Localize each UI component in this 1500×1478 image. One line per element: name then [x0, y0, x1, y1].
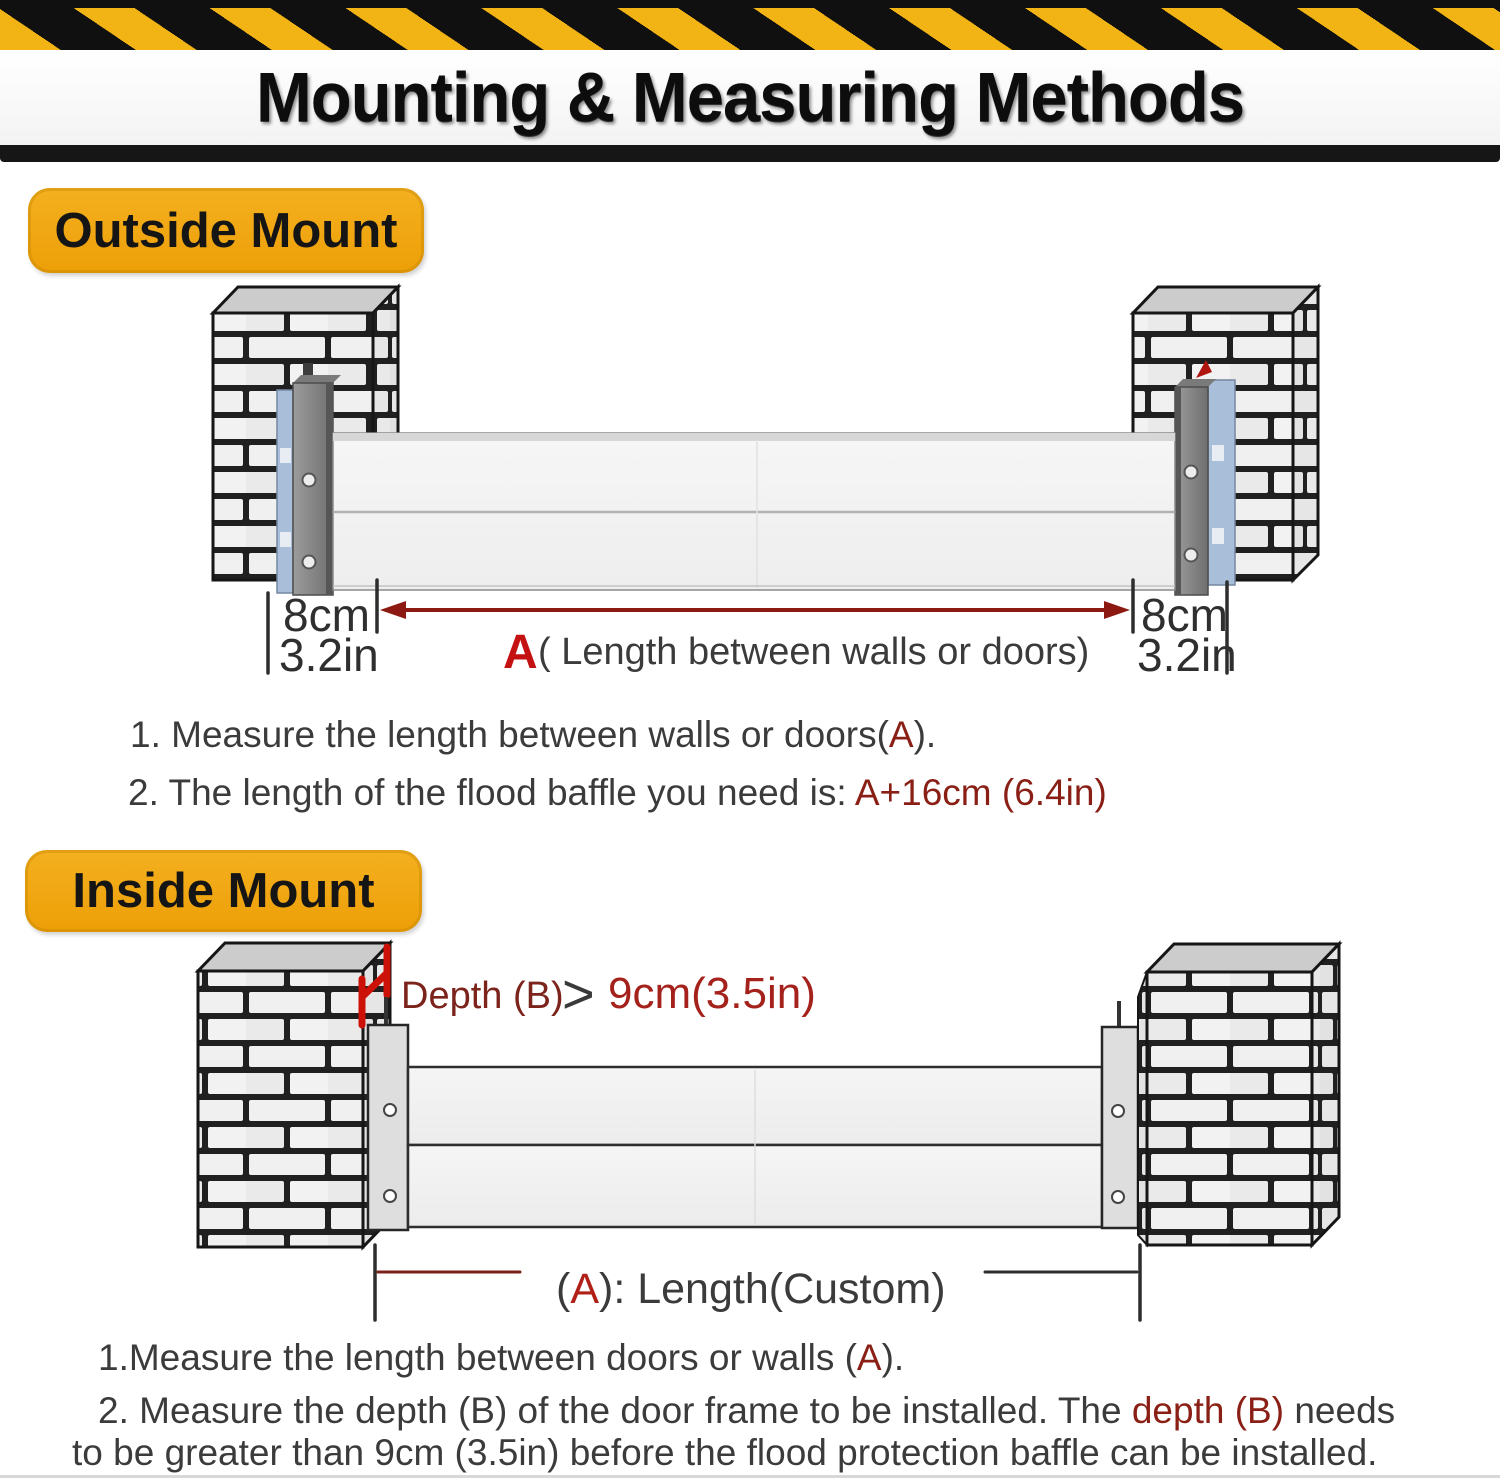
left-offset-in-label: 3.2in [279, 629, 379, 681]
bracket-top [293, 375, 341, 383]
banner-divider-bar [0, 145, 1500, 162]
outside-step-2 [128, 772, 1107, 814]
outside-mount-diagram [0, 280, 1500, 700]
left-offset-cm-label: 8cm [283, 589, 370, 641]
pillar-front-face [198, 971, 363, 1247]
depth-symbol: > [562, 962, 595, 1025]
pillar-side-face [1312, 944, 1339, 1245]
screw-hole-icon [1185, 466, 1198, 479]
inside-depth-annotation [401, 962, 816, 1025]
arrow-left-icon [380, 601, 406, 619]
screw-hole-icon [384, 1104, 396, 1116]
pillar-top-face [213, 287, 398, 313]
inside-dimensions [375, 1245, 1140, 1320]
outside-flood-barrier [333, 433, 1175, 590]
step-text: ). [881, 1337, 905, 1378]
step-text: 1. Measure the length between walls or doors( [130, 714, 889, 755]
label-post: ): Length(Custom) [599, 1265, 946, 1313]
inside-mount-diagram [0, 935, 1500, 1335]
step-highlight: A+16cm (6.4in) [854, 772, 1107, 813]
span-letter-label: A [503, 626, 538, 679]
inside-step-1 [98, 1337, 904, 1379]
screw-hole-icon [303, 556, 316, 569]
inside-left-bracket [368, 997, 408, 1230]
step-text: to be greater than 9cm (3.5in) before the flood protection baffle can be installed. [72, 1432, 1378, 1473]
bracket-edge [326, 383, 333, 595]
outside-mount-badge-label: Outside Mount [54, 203, 398, 258]
step-text: ). [913, 714, 937, 755]
step-text: needs [1284, 1390, 1396, 1431]
seal-clip [280, 532, 291, 547]
hazard-stripe-band [0, 8, 1500, 50]
screw-hole-icon [1112, 1105, 1124, 1117]
pillar-front-face [1147, 972, 1312, 1245]
step-text: 2. Measure the depth (B) of the door frame to be installed. The [98, 1390, 1132, 1431]
inside-right-pillar [1138, 944, 1339, 1245]
seal-strip [277, 390, 293, 593]
label-letter: A [570, 1265, 600, 1313]
screw-hole-icon [303, 474, 316, 487]
outside-mount-badge [28, 188, 424, 273]
span-text-label: ( Length between walls or doors) [538, 631, 1090, 673]
step-text: 2. The length of the flood baffle you need is: [128, 772, 855, 813]
inside-mount-badge [25, 850, 422, 932]
arrow-right-icon [1104, 601, 1130, 619]
right-offset-cm-label: 8cm [1141, 589, 1228, 641]
inside-flood-barrier [408, 1067, 1102, 1227]
inside-mount-badge-label: Inside Mount [72, 864, 375, 918]
seal-clip [1212, 445, 1224, 461]
page-title: Mounting & Measuring Methods [255, 58, 1245, 137]
bracket-edge [1175, 387, 1181, 595]
outside-left-bracket [277, 363, 341, 595]
inside-right-bracket [1102, 1001, 1138, 1228]
depth-value: 9cm(3.5in) [608, 969, 816, 1018]
seal-clip [1212, 528, 1224, 544]
step-highlight: A [856, 1337, 882, 1378]
label-pre: ( [556, 1265, 571, 1313]
seal-clip [280, 448, 291, 463]
length-custom-label [556, 1265, 946, 1313]
pillar-top-face [198, 943, 390, 971]
inside-step-2-line-2 [72, 1432, 1377, 1474]
outside-dimensions [268, 580, 1237, 681]
step-highlight: depth (B) [1131, 1390, 1285, 1431]
outside-right-bracket [1175, 360, 1235, 595]
step-highlight: A [888, 714, 914, 755]
title-area [0, 50, 1500, 145]
pillar-side-face [1293, 287, 1318, 580]
inside-step-2-line-1 [98, 1390, 1395, 1432]
outside-step-1 [130, 714, 936, 756]
screw-hole-icon [1185, 549, 1198, 562]
right-offset-in-label: 3.2in [1137, 629, 1237, 681]
barrier-top-edge [333, 433, 1175, 441]
depth-label: Depth (B) [401, 975, 564, 1017]
seal-strip [1208, 380, 1235, 585]
step-text: 1.Measure the length between doors or walls ( [98, 1337, 857, 1378]
screw-hole-icon [1112, 1191, 1124, 1203]
screw-hole-icon [384, 1190, 396, 1202]
pillar-top-face [1147, 944, 1339, 972]
pillar-top-face [1133, 287, 1318, 313]
